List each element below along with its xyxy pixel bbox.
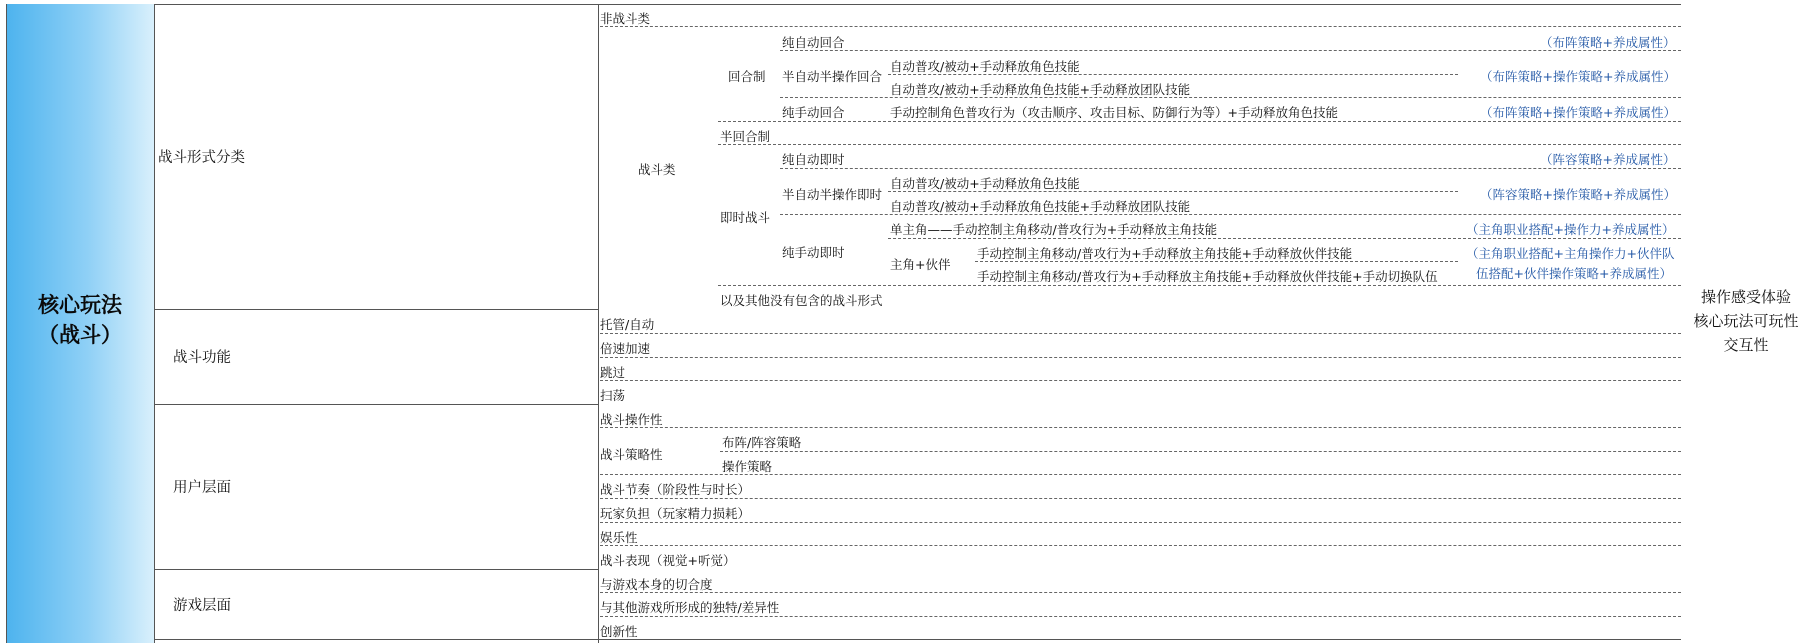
node-semi-rt: 半自动半操作即时 bbox=[782, 187, 883, 202]
sep bbox=[600, 333, 1681, 334]
frame-section-divider bbox=[598, 4, 599, 643]
sep bbox=[600, 545, 1681, 546]
section-user: 用户层面 bbox=[173, 480, 231, 496]
section-divider-3 bbox=[154, 569, 598, 570]
node-single-hero: 单主角——手动控制主角移动/普攻行为+手动释放主角技能 bbox=[890, 222, 1218, 237]
node-semi-turn-a: 自动普攻/被动+手动释放角色技能 bbox=[890, 59, 1080, 74]
tag-single-hero: （主角职业搭配+操作力+养成属性） bbox=[1466, 222, 1675, 237]
node-realtime: 即时战斗 bbox=[720, 210, 771, 225]
user-operation: 战斗操作性 bbox=[600, 412, 663, 427]
user-burden: 玩家负担（玩家精力损耗） bbox=[600, 506, 751, 521]
tag-manual-turn: （布阵策略+操作策略+养成属性） bbox=[1480, 105, 1676, 120]
frame-left bbox=[6, 4, 7, 643]
sep bbox=[600, 474, 1681, 475]
function-item: 跳过 bbox=[600, 365, 626, 380]
user-strategy-a: 布阵/阵容策略 bbox=[722, 435, 802, 450]
right-line: 核心玩法可玩性 bbox=[1693, 312, 1799, 330]
node-hero-partner: 主角+伙伴 bbox=[890, 257, 951, 272]
node-manual-turn-desc: 手动控制角色普攻行为（攻击顺序、攻击目标、防御行为等）+手动释放角色技能 bbox=[890, 105, 1338, 120]
sep bbox=[718, 121, 1681, 122]
right-line: 操作感受体验 bbox=[1700, 288, 1791, 306]
sep bbox=[718, 285, 1681, 286]
core-title-line2: （战斗） bbox=[38, 323, 122, 347]
sep bbox=[600, 522, 1681, 523]
sep bbox=[600, 592, 1681, 593]
node-semi-turn: 半自动半操作回合 bbox=[782, 69, 883, 84]
section-divider-2 bbox=[154, 404, 598, 405]
user-strategy-b: 操作策略 bbox=[722, 459, 773, 474]
sep bbox=[600, 380, 1681, 381]
node-manual-rt: 纯手动即时 bbox=[782, 245, 845, 260]
sep bbox=[888, 191, 1458, 192]
sep bbox=[600, 357, 1681, 358]
tag-auto-turn: （布阵策略+养成属性） bbox=[1540, 35, 1676, 50]
sep bbox=[600, 427, 1681, 428]
section-game: 游戏层面 bbox=[173, 598, 231, 614]
section-divider-1 bbox=[154, 309, 598, 310]
node-semi-turn-b: 自动普攻/被动+手动释放角色技能+手动释放团队技能 bbox=[890, 82, 1191, 97]
node-manual-turn: 纯手动回合 bbox=[782, 105, 845, 120]
game-item: 与其他游戏所形成的独特/差异性 bbox=[600, 600, 780, 615]
sep bbox=[780, 50, 1681, 51]
node-battle: 战斗类 bbox=[638, 162, 676, 177]
node-half-turn: 半回合制 bbox=[720, 129, 771, 144]
function-item: 倍速加速 bbox=[600, 341, 651, 356]
section-function: 战斗功能 bbox=[173, 350, 231, 366]
node-non-battle: 非战斗类 bbox=[600, 11, 651, 26]
user-performance: 战斗表现（视觉+听觉） bbox=[600, 553, 736, 568]
sep bbox=[888, 238, 1681, 239]
core-title-line1: 核心玩法 bbox=[38, 293, 122, 317]
user-strategy: 战斗策略性 bbox=[600, 447, 663, 462]
frame-bottom bbox=[154, 639, 1681, 640]
sep bbox=[780, 214, 1681, 215]
sep bbox=[600, 498, 1681, 499]
tag-hero-partner-line1: （主角职业搭配+主角操作力+伙伴队 bbox=[1466, 246, 1675, 261]
node-others: 以及其他没有包含的战斗形式 bbox=[720, 293, 883, 308]
tag-semi-turn: （布阵策略+操作策略+养成属性） bbox=[1480, 69, 1676, 84]
sep bbox=[600, 616, 1681, 617]
node-semi-rt-b: 自动普攻/被动+手动释放角色技能+手动释放团队技能 bbox=[890, 199, 1191, 214]
sep bbox=[718, 144, 1681, 145]
tag-hero-partner-line2: 伍搭配+伙伴操作策略+养成属性） bbox=[1476, 266, 1672, 281]
function-item: 托管/自动 bbox=[600, 317, 655, 332]
sep bbox=[975, 261, 1458, 262]
right-line: 交互性 bbox=[1723, 336, 1769, 354]
node-auto-turn: 纯自动回合 bbox=[782, 35, 845, 50]
game-item: 与游戏本身的切合度 bbox=[600, 577, 713, 592]
sep bbox=[780, 168, 1681, 169]
right-summary bbox=[1683, 285, 1809, 357]
node-hero-partner-b: 手动控制主角移动/普攻行为+手动释放主角技能+手动释放伙伴技能+手动切换队伍 bbox=[977, 269, 1438, 284]
frame-top bbox=[154, 4, 1681, 5]
sep bbox=[780, 97, 1681, 98]
node-turn-based: 回合制 bbox=[728, 69, 766, 84]
node-hero-partner-a: 手动控制主角移动/普攻行为+手动释放主角技能+手动释放伙伴技能 bbox=[977, 246, 1353, 261]
user-fun: 娱乐性 bbox=[600, 530, 638, 545]
node-semi-rt-a: 自动普攻/被动+手动释放角色技能 bbox=[890, 176, 1080, 191]
core-title bbox=[6, 290, 154, 350]
node-auto-rt: 纯自动即时 bbox=[782, 152, 845, 167]
game-item: 创新性 bbox=[600, 624, 638, 639]
sep bbox=[720, 451, 1681, 452]
sep bbox=[600, 26, 1681, 27]
section-form: 战斗形式分类 bbox=[158, 150, 245, 166]
user-rhythm: 战斗节奏（阶段性与时长） bbox=[600, 482, 751, 497]
function-item: 扫荡 bbox=[600, 388, 626, 403]
tag-auto-rt: （阵容策略+养成属性） bbox=[1540, 152, 1676, 167]
tag-semi-rt: （阵容策略+操作策略+养成属性） bbox=[1480, 187, 1676, 202]
sep bbox=[888, 74, 1458, 75]
